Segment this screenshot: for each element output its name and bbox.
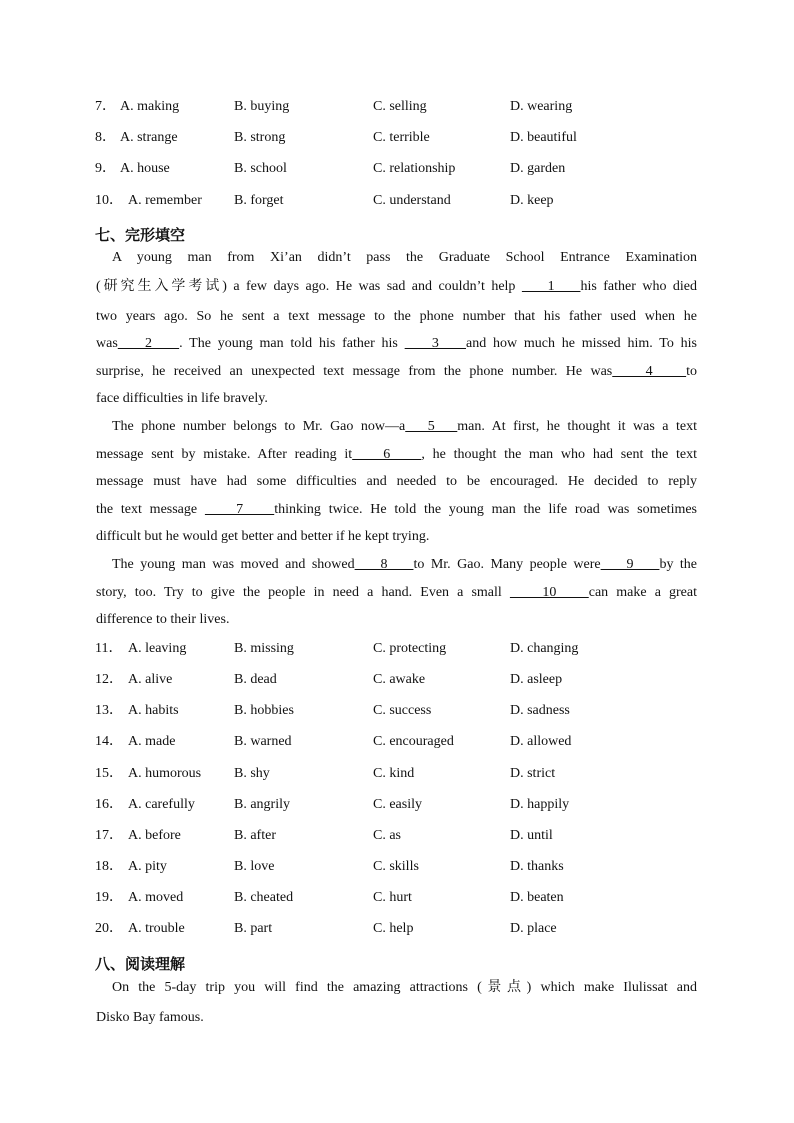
option-a: A. made xyxy=(128,734,176,749)
question-number: 17． xyxy=(95,828,123,843)
option-c: C. kind xyxy=(373,766,415,781)
passage-line: surprise, he received an unexpected text message from the phone number. He was 4 to xyxy=(96,364,698,379)
question-12 xyxy=(95,669,715,691)
option-d: D. sadness xyxy=(510,703,570,718)
option-c: C. easily xyxy=(373,797,422,812)
question-17 xyxy=(95,825,715,847)
question-16 xyxy=(95,794,715,816)
passage-line: The young man was moved and showed 8 to Mr. Gao. Many people were 9 by the xyxy=(112,557,698,572)
question-9 xyxy=(95,158,715,180)
option-b: B. part xyxy=(234,921,273,936)
passage-line: was 2 . The young man told his father his 3 and how much he missed him. To his xyxy=(96,336,697,351)
blank-2[interactable]: 2 xyxy=(117,336,180,351)
option-a: A. carefully xyxy=(128,797,195,812)
section-heading: 八、阅读理解 xyxy=(95,955,186,973)
option-c: C. awake xyxy=(373,672,426,687)
option-a: A. moved xyxy=(128,890,184,905)
option-a: A. making xyxy=(120,99,180,114)
passage-line: (研究生入学考试) a few days ago. He was sad and couldn’t help 1 his father who died xyxy=(96,279,698,294)
option-b: B. strong xyxy=(234,130,286,145)
option-a: A. remember xyxy=(128,193,202,208)
question-number: 11． xyxy=(95,641,123,656)
blank-4[interactable]: 4 xyxy=(612,364,687,379)
option-a: A. leaving xyxy=(128,641,187,656)
question-number: 7． xyxy=(95,99,116,114)
passage-line: Disko Bay famous. xyxy=(96,1010,204,1025)
option-d: D. changing xyxy=(510,641,579,656)
question-18 xyxy=(95,856,715,878)
option-c: C. encouraged xyxy=(373,734,454,749)
passage-line: On the 5-day trip you will find the amazing attractions (景点) which make Ilulissat and xyxy=(112,980,697,995)
question-7 xyxy=(95,96,715,118)
question-14 xyxy=(95,731,715,753)
option-b: B. shy xyxy=(234,766,270,781)
passage-line: difficult but he would get better and better if he kept trying. xyxy=(96,529,430,544)
question-15 xyxy=(95,763,715,785)
blank-5[interactable]: 5 xyxy=(405,419,458,434)
option-c: C. terrible xyxy=(373,130,430,145)
question-20 xyxy=(95,918,715,940)
option-d: D. thanks xyxy=(510,859,564,874)
option-d: D. happily xyxy=(510,797,570,812)
option-a: A. habits xyxy=(128,703,179,718)
question-number: 14． xyxy=(95,734,123,749)
option-d: D. wearing xyxy=(510,99,573,114)
question-13 xyxy=(95,700,715,722)
blank-9[interactable]: 9 xyxy=(600,557,660,572)
option-d: D. garden xyxy=(510,161,566,176)
passage-line: message must have had some difficulties and needed to be encouraged. He decided to reply xyxy=(96,474,697,489)
passage-line: A young man from Xi’an didn’t pass the Graduate School Entrance Examination xyxy=(112,250,697,265)
passage-line: the text message 7 thinking twice. He told the young man the life road was sometimes xyxy=(96,502,698,517)
option-b: B. after xyxy=(234,828,276,843)
option-a: A. before xyxy=(128,828,181,843)
blank-8[interactable]: 8 xyxy=(354,557,414,572)
option-c: C. success xyxy=(373,703,432,718)
blank-7[interactable]: 7 xyxy=(204,502,275,517)
passage-line: two years ago. So he sent a text message to the phone number that his father used when he xyxy=(96,309,697,324)
option-c: C. hurt xyxy=(373,890,412,905)
passage-line: message sent by mistake. After reading it 6 , he thought the man who had sent the text xyxy=(96,447,697,462)
question-10 xyxy=(95,190,715,212)
question-number: 9． xyxy=(95,161,116,176)
section-heading: 七、完形填空 xyxy=(95,226,186,244)
question-number: 18． xyxy=(95,859,123,874)
option-c: C. help xyxy=(373,921,414,936)
passage-line: The phone number belongs to Mr. Gao now—a 5 man. At first, he thought it was a text xyxy=(112,419,697,434)
question-11 xyxy=(95,638,715,660)
question-number: 8． xyxy=(95,130,116,145)
option-b: B. hobbies xyxy=(234,703,294,718)
option-d: D. strict xyxy=(510,766,556,781)
option-b: B. missing xyxy=(234,641,294,656)
option-d: D. beaten xyxy=(510,890,564,905)
blank-1[interactable]: 1 xyxy=(521,279,581,294)
option-a: A. alive xyxy=(128,672,173,687)
option-b: B. dead xyxy=(234,672,277,687)
option-c: C. relationship xyxy=(373,161,456,176)
option-d: D. keep xyxy=(510,193,554,208)
question-number: 16． xyxy=(95,797,123,812)
question-number: 13． xyxy=(95,703,123,718)
option-d: D. asleep xyxy=(510,672,563,687)
option-c: C. selling xyxy=(373,99,427,114)
question-number: 19． xyxy=(95,890,123,905)
option-b: B. angrily xyxy=(234,797,290,812)
passage-line: story, too. Try to give the people in need a hand. Even a small 10 can make a great xyxy=(96,585,698,600)
option-d: D. allowed xyxy=(510,734,572,749)
option-b: B. school xyxy=(234,161,287,176)
question-8 xyxy=(95,127,715,149)
option-c: C. skills xyxy=(373,859,419,874)
option-a: A. trouble xyxy=(128,921,185,936)
option-b: B. love xyxy=(234,859,275,874)
option-d: D. beautiful xyxy=(510,130,577,145)
option-d: D. place xyxy=(510,921,557,936)
question-number: 15． xyxy=(95,766,123,781)
option-c: C. understand xyxy=(373,193,451,208)
option-b: B. buying xyxy=(234,99,290,114)
option-c: C. protecting xyxy=(373,641,447,656)
option-a: A. pity xyxy=(128,859,167,874)
passage-line: difference to their lives. xyxy=(96,612,230,627)
option-b: B. cheated xyxy=(234,890,294,905)
blank-3[interactable]: 3 xyxy=(404,336,466,351)
blank-6[interactable]: 6 xyxy=(352,447,422,462)
passage-line: face difficulties in life bravely. xyxy=(96,391,268,406)
option-c: C. as xyxy=(373,828,401,843)
question-19 xyxy=(95,887,715,909)
question-number: 12． xyxy=(95,672,123,687)
option-a: A. humorous xyxy=(128,766,202,781)
option-a: A. house xyxy=(120,161,170,176)
blank-10[interactable]: 10 xyxy=(509,585,589,600)
option-d: D. until xyxy=(510,828,553,843)
option-a: A. strange xyxy=(120,130,178,145)
question-number: 10． xyxy=(95,193,123,208)
option-b: B. warned xyxy=(234,734,292,749)
question-number: 20． xyxy=(95,921,123,936)
option-b: B. forget xyxy=(234,193,284,208)
